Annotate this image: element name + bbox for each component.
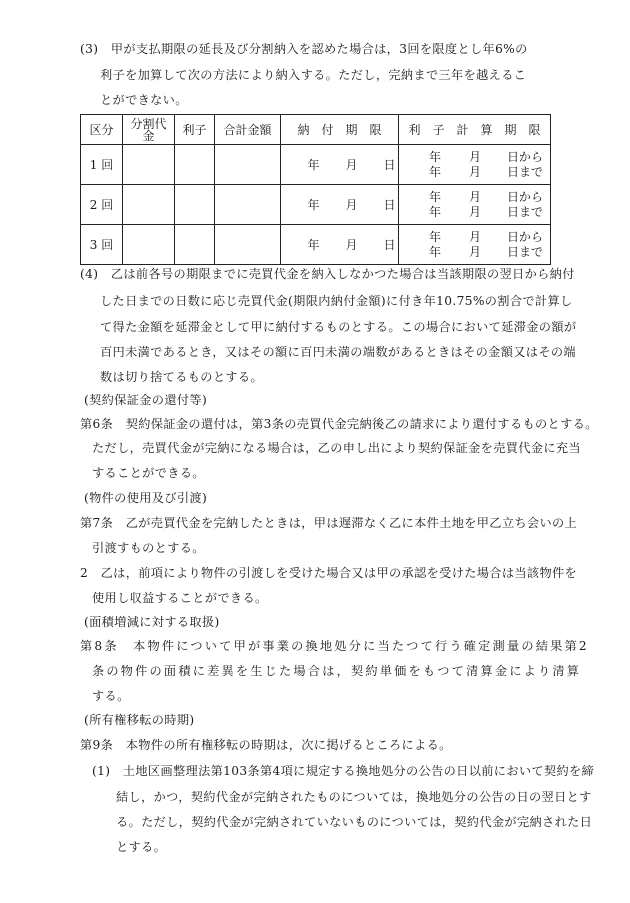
interest-period-cell: 年 月 日から 年 月 日まで (399, 185, 551, 225)
article6-line-1: 第6条 契約保証金の還付は，第3条の売買代金完納後乙の請求により還付するものとする。 (80, 417, 598, 431)
item4-line-5: 数は切り捨てるものとする。 (100, 370, 263, 384)
installment-amount-cell (123, 225, 175, 265)
article6-heading: (契約保証金の還付等) (84, 393, 208, 407)
article9-item1-line-2: 結し，かつ，契約代金が完納されたものについては，換地処分の公告の日の翌日とす (116, 790, 592, 804)
article9-line-1: 第9条 本物件の所有権移転の時期は，次に掲げるところによる。 (80, 738, 452, 752)
article8-line-3: する。 (92, 689, 130, 703)
header-installment-amount: 分割代金 (123, 115, 175, 145)
article8-line-1: 第8条 本物件について甲が事業の換地処分に当たつて行う確定測量の結果第2 (80, 639, 589, 653)
table-row (81, 145, 551, 185)
payment-deadline-cell: 年 月 日 (281, 185, 399, 225)
article7-heading: (物件の使用及び引渡) (84, 491, 208, 505)
item3-line-1: (3) 甲が支払期限の延長及び分割納入を認めた場合は，3回を限度とし年6%の (80, 42, 528, 56)
interest-cell (175, 225, 215, 265)
installment-table (80, 114, 551, 265)
article7-line-4: 使用し収益することができる。 (92, 591, 268, 605)
installment-amount-cell (123, 185, 175, 225)
article8-heading: (面積増減に対する取扱) (84, 615, 220, 629)
article9-heading: (所有権移転の時期) (84, 713, 195, 727)
item4-line-3: て得た金額を延滞金として甲に納付するものとする。この場合において延滞金の額が (100, 320, 577, 334)
row-label: 3 回 (81, 225, 123, 265)
article6-line-2: ただし，売買代金が完納になる場合は，乙の申し出により契約保証金を売買代金に充当 (92, 441, 581, 455)
item4-line-4: 百円未満であるとき，又はその額に百円未満の端数があるときはその金額又はその端 (100, 345, 576, 359)
interest-period-cell: 年 月 日から 年 月 日まで (399, 225, 551, 265)
article9-item1-line-3: る。ただし，契約代金が完納されていないものについては，契約代金が完納された日 (116, 815, 593, 829)
total-amount-cell (215, 225, 281, 265)
total-amount-cell (215, 185, 281, 225)
item4-line-2: した日までの日数に応じ売買代金(期限内納付金額)に付き年10.75%の割合で計算し (100, 294, 573, 308)
interest-cell (175, 145, 215, 185)
header-total-amount: 合計金額 (215, 115, 281, 145)
article9-item1-line-1: (1) 土地区画整理法第103条第4項に規定する換地処分の公告の日以前において契約を締 (92, 764, 595, 778)
total-amount-cell (215, 145, 281, 185)
article8-line-2: 条の物件の面積に差異を生じた場合は，契約単価をもつて清算金により清算 (92, 664, 582, 678)
interest-period-cell: 年 月 日から 年 月 日まで (399, 145, 551, 185)
table-header-row (81, 115, 551, 145)
article6-line-3: することができる。 (92, 466, 205, 480)
item3-line-3: とができない。 (100, 93, 188, 107)
table-row (81, 185, 551, 225)
item4-line-1: (4) 乙は前各号の期限までに売買代金を納入しなかつた場合は当該期限の翌日から納付 (80, 267, 575, 281)
header-interest: 利子 (175, 115, 215, 145)
table-row (81, 225, 551, 265)
row-label: 2 回 (81, 185, 123, 225)
installment-amount-cell (123, 145, 175, 185)
row-label: 1 回 (81, 145, 123, 185)
header-category: 区分 (81, 115, 123, 145)
article7-line-1: 第7条 乙が売買代金を完納したときは，甲は遅滞なく乙に本件土地を甲乙立ち会いの上 (80, 516, 578, 530)
article7-line-3: 2 乙は，前項により物件の引渡しを受けた場合又は甲の承認を受けた場合は当該物件を (80, 566, 578, 580)
payment-deadline-cell: 年 月 日 (281, 225, 399, 265)
item3-line-2: 利子を加算して次の方法により納入する。ただし，完納まで三年を越えるこ (100, 68, 527, 82)
payment-deadline-cell: 年 月 日 (281, 145, 399, 185)
header-payment-deadline: 納 付 期 限 (281, 115, 399, 145)
article7-line-2: 引渡すものとする。 (92, 541, 205, 555)
interest-cell (175, 185, 215, 225)
article9-item1-line-4: とする。 (116, 840, 167, 854)
header-interest-period: 利 子 計 算 期 限 (399, 115, 551, 145)
